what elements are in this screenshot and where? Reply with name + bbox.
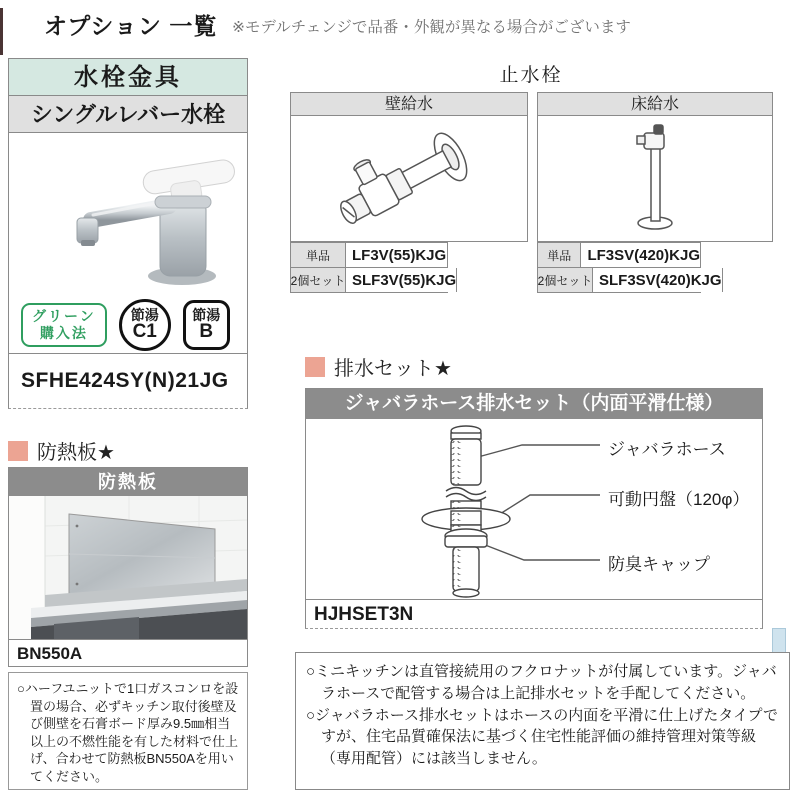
badge-line: 購入法 [39,325,88,341]
drain-note-box [295,652,790,790]
stop-valve-section-title: 止水栓 [499,65,563,86]
section-marker-icon [305,357,325,377]
drain-set-header: ジャバラホース排水セット（内面平滑仕様） [306,389,762,419]
drain-set-section-title [305,352,452,381]
faucet-product-code: SFHE424SY(N)21JG [9,353,247,408]
faucet-section-header: 水栓金具 [9,59,247,96]
drain-set-diagram [306,419,762,599]
page-header-note: ※モデルチェンジで品番・外観が異なる場合がございます [232,19,631,36]
row-code: LF3V(55)KJG [346,243,448,267]
table-row [291,243,448,268]
diagram-label-cap: 防臭キャップ [608,555,710,574]
drain-set-box [305,388,763,629]
certification-badges [9,297,247,353]
page-title: オプション 一覧 [44,13,218,39]
badge-line: 節湯 [130,306,159,323]
single-lever-faucet-illustration [17,136,239,294]
water-saving-c1-badge [119,299,171,351]
faucet-section [8,58,248,409]
heat-shield-image [9,496,247,639]
heat-shield-product-code: BN550A [9,639,247,666]
section-marker-icon [8,441,28,461]
diagram-label-hose: ジャバラホース [608,440,726,459]
table-row [538,243,701,268]
heat-shield-photo-illustration [9,496,247,639]
row-label: 単品 [538,243,581,267]
faucet-subheader: シングルレバー水栓 [9,96,247,133]
row-label: 単品 [291,243,346,267]
badge-line: C1 [132,321,157,343]
water-saving-b-badge [183,300,230,350]
wall-supply-header: 壁給水 [291,93,527,116]
wall-supply-image [291,116,527,241]
floor-supply-image [538,116,772,241]
wall-supply-table [290,242,457,293]
note-text: ○ジャバラホース排水セットはホースの内面を平滑に仕上げたタイプですが、住宅品質確保法に基づく住宅性能評価の維持管理対策等級（専用配管）には該当しません。 [306,706,778,767]
diagram-label-disc: 可動円盤（120φ） [608,490,750,509]
heat-shield-header: 防熱板 [9,468,247,496]
table-row [537,268,722,293]
heat-shield-title-text: 防熱板★ [37,442,115,464]
note-text: ○ハーフユニットで1口ガスコンロを設置の場合、必ずキッチン取付後壁及び側壁を石膏ボード厚み9.5㎜相当以上の不燃性能を有した材料で仕上げ、合わせて防熱板BN550Aを用いてください。 [17,681,239,784]
row-label: 2個セット [291,268,346,292]
row-label: 2個セット [538,268,593,292]
drain-set-product-code: HJHSET3N [306,599,762,628]
badge-line: 節湯 [192,306,221,323]
heat-shield-section-title [8,436,115,465]
floor-valve-illustration [580,119,730,239]
wall-valve-illustration [304,119,514,239]
floor-supply-box [537,92,773,242]
floor-supply-table [537,242,722,293]
row-code: SLF3V(55)KJG [346,268,457,292]
heat-shield-note-box [8,672,248,790]
drain-set-title-text: 排水セット★ [334,358,452,380]
badge-line: グリーン [32,308,96,325]
badge-line: B [199,321,214,343]
wall-supply-box [290,92,528,242]
faucet-image [9,133,247,297]
row-code: SLF3SV(420)KJG [593,268,723,292]
note-text: ○ミニキッチンは直管接続用のフクロナットが付属しています。ジャバラホースで配管する場合は上記排水セットを手配してください。 [306,663,777,702]
table-row [290,268,457,293]
green-purchase-law-badge [21,303,107,347]
page-edge-artifact [0,8,3,55]
row-code: LF3SV(420)KJG [581,243,701,267]
floor-supply-header: 床給水 [538,93,772,116]
hose-illustration [396,419,606,599]
heat-shield-box [8,467,248,667]
